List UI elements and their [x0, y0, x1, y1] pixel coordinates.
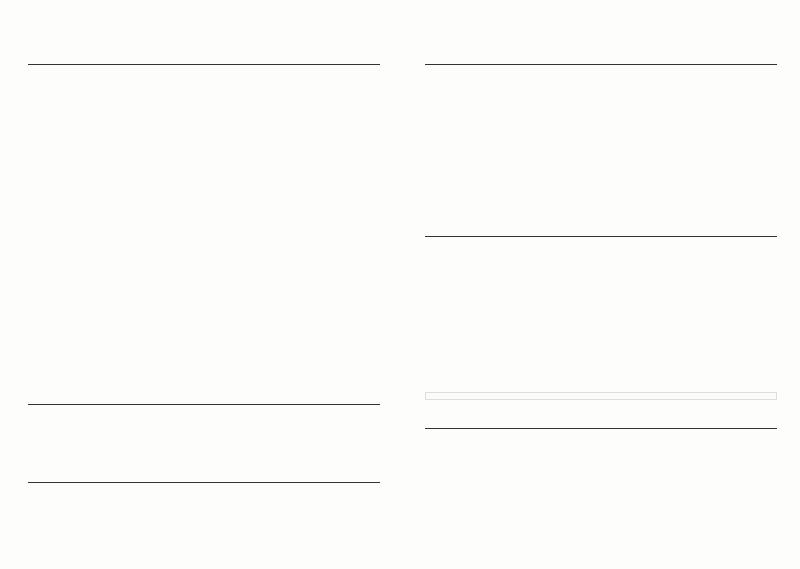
divider: [425, 236, 777, 237]
ceiling-note-box: [425, 392, 777, 400]
divider: [28, 404, 380, 405]
divider: [425, 428, 777, 429]
ceiling-note: [425, 392, 777, 400]
divider: [28, 482, 380, 483]
divider: [425, 64, 777, 65]
divider: [28, 64, 380, 65]
